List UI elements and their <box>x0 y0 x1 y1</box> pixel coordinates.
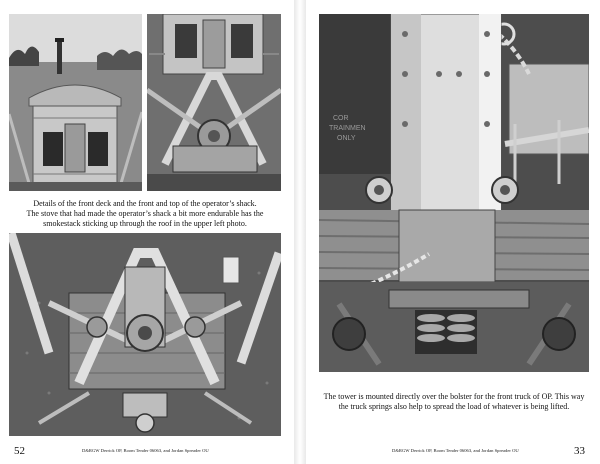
right-page <box>306 0 600 464</box>
left-caption-line-2: The stove that had made the operator’s shack a bit more endurable has the <box>26 209 264 218</box>
left-page-number: 52 <box>14 445 25 457</box>
left-photo-caption <box>8 199 282 229</box>
right-page-footer: D&RGW Derrick OP, Boom Tender 06063, and Jordan Spreader OU <box>392 448 519 453</box>
left-caption-line-3: smokestack sticking up through the roof in the upper left photo. <box>43 219 247 228</box>
trainmen-sign-only: ONLY <box>337 135 356 142</box>
photo-front-deck <box>9 233 281 436</box>
book-gutter <box>294 0 306 464</box>
left-caption-line-1: Details of the front deck and the front and top of the operator’s shack. <box>33 199 257 208</box>
trainmen-sign-cor: COR <box>333 115 349 122</box>
photo-operators-shack-front <box>9 14 142 191</box>
right-caption-line-1: The tower is mounted directly over the bolster for the front truck of OP. This way <box>323 392 585 401</box>
left-page-footer: D&RGW Derrick OP, Boom Tender 06063, and Jordan Spreader OU <box>82 448 209 453</box>
right-photo-caption <box>314 392 594 412</box>
photo-tower-bolster <box>319 14 589 372</box>
photo-shack-top <box>147 14 281 191</box>
right-caption-line-2: the truck springs also help to spread the load of whatever is being lifted. <box>338 402 570 411</box>
trainmen-sign-trainmen: TRAINMEN <box>329 125 366 132</box>
left-page <box>0 0 294 464</box>
right-page-number: 33 <box>574 445 585 457</box>
